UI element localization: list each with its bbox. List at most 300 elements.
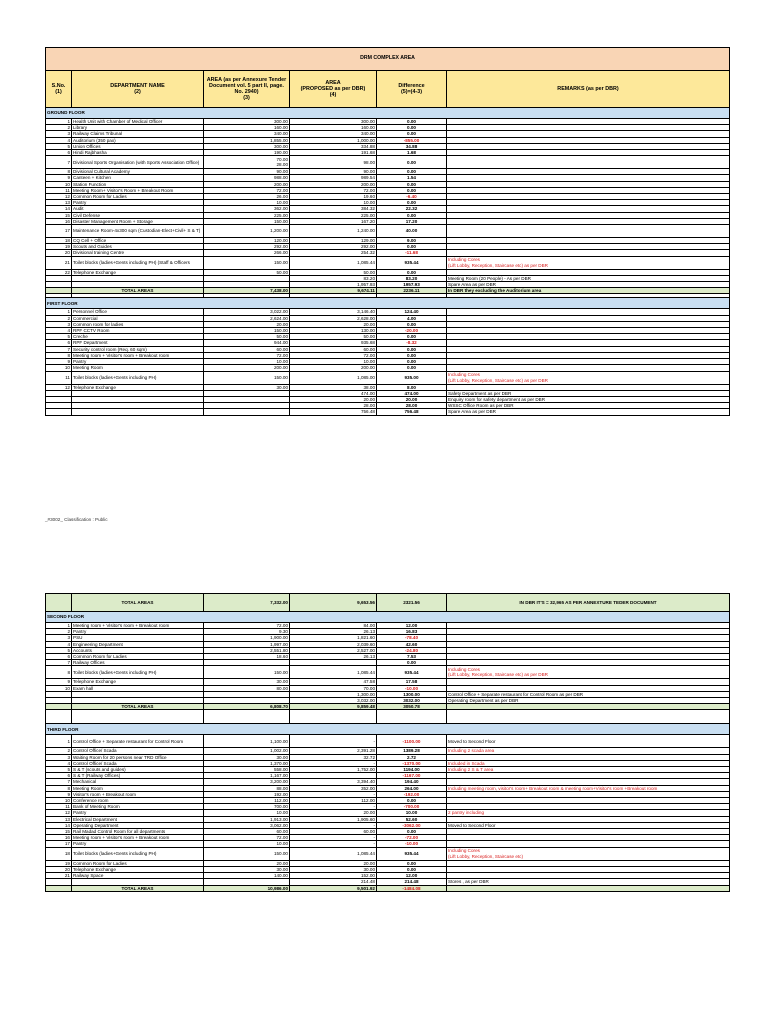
table-row [46, 666, 730, 679]
sno-cell: 19 [46, 860, 72, 866]
department-cell: Pantry [72, 200, 204, 206]
department-cell: Creche [72, 334, 204, 340]
total-difference: 2236.11 [377, 288, 447, 294]
area-proposed-cell: 989.54 [290, 175, 377, 181]
area-tender-cell [204, 409, 290, 415]
difference-cell: 28.00 [377, 403, 447, 409]
difference-cell: -1100.00 [377, 735, 447, 748]
area-proposed-cell: 30.00 [290, 866, 377, 872]
table-row [46, 256, 730, 269]
sno-cell: 7 [46, 156, 72, 169]
sno-cell: 18 [46, 238, 72, 244]
difference-cell: 0.00 [377, 346, 447, 352]
difference-cell: 10.00 [377, 810, 447, 816]
area-tender-cell: 10.00 [204, 841, 290, 847]
difference-cell: 0.00 [377, 352, 447, 358]
sno-cell: 11 [46, 804, 72, 810]
area-tender-cell: 2,551.80 [204, 647, 290, 653]
difference-cell: 42.60 [377, 641, 447, 647]
area-tender-cell: 30.00 [204, 754, 290, 760]
area-proposed-cell: 60.00 [290, 346, 377, 352]
difference-cell: 1.68 [377, 150, 447, 156]
department-cell: Pantry [72, 359, 204, 365]
difference-cell: 83.20 [377, 275, 447, 281]
sno-cell: 8 [46, 666, 72, 679]
area-proposed-cell: 129.00 [290, 238, 377, 244]
department-cell: Divisional Sports Organisation (with Sports Association Office) [72, 156, 204, 169]
department-cell: Engineering Department [72, 641, 204, 647]
area-proposed-cell: 50.00 [290, 269, 377, 275]
sno-cell: 3 [46, 321, 72, 327]
area-tender-cell: 26.00 [204, 194, 290, 200]
department-cell: Meeting room + Visitor's room + Breakout room [72, 352, 204, 358]
difference-cell: 0.00 [377, 131, 447, 137]
department-cell: Commercial [72, 315, 204, 321]
area-tender-cell: 90.00 [204, 169, 290, 175]
sno-cell: 9 [46, 791, 72, 797]
sno-cell: 6 [46, 773, 72, 779]
department-cell: Personnel Office [72, 309, 204, 315]
department-cell: Exam hall [72, 685, 204, 691]
area-proposed-cell: 83.20 [290, 275, 377, 281]
area-proposed-cell: - [290, 804, 377, 810]
total-area-tender: 7,332.00 [204, 594, 290, 612]
difference-cell: 1194.00 [377, 767, 447, 773]
sno-cell: 8 [46, 785, 72, 791]
total-area-proposed: 9,859.48 [290, 704, 377, 710]
area-proposed-cell: 160.00 [290, 125, 377, 131]
difference-cell: 0.00 [377, 860, 447, 866]
difference-cell: -72.00 [377, 835, 447, 841]
sno-cell: 5 [46, 143, 72, 149]
department-cell: Health Unit with Chamber of Medical Officer [72, 119, 204, 125]
sno-cell: 4 [46, 328, 72, 334]
area-proposed-cell: 50.00 [290, 334, 377, 340]
area-proposed-cell: 84.00 [290, 623, 377, 629]
area-proposed-cell: 10.00 [290, 200, 377, 206]
area-tender-cell: 60.00 [204, 346, 290, 352]
sno-cell: 6 [46, 340, 72, 346]
remarks-cell: Including Cores (Lift Lobby, Reception, Staircase etc) as per DBR [447, 666, 730, 679]
floor-label: FIRST FLOOR [46, 298, 730, 309]
difference-cell: 52.60 [377, 816, 447, 822]
page-2-table [45, 593, 729, 892]
difference-cell: 12.00 [377, 873, 447, 879]
difference-cell: -78.40 [377, 635, 447, 641]
area-proposed-cell: 20.00 [290, 860, 377, 866]
area-tender-cell: 3,062.00 [204, 822, 290, 828]
area-proposed-cell: - [290, 735, 377, 748]
difference-cell: 935.00 [377, 371, 447, 384]
department-cell: Electrical Department [72, 816, 204, 822]
sno-cell: 21 [46, 256, 72, 269]
department-cell: Pantry [72, 629, 204, 635]
department-cell: Telephone Exchange [72, 269, 204, 275]
sno-cell: 5 [46, 334, 72, 340]
department-cell: Divisional Cultural Academy [72, 169, 204, 175]
area-tender-cell: 72.00 [204, 352, 290, 358]
department-cell: CQ Cell + Office [72, 238, 204, 244]
department-cell: Control Office/ Scada [72, 760, 204, 766]
sno-cell: 5 [46, 767, 72, 773]
floor-header-row [46, 298, 730, 309]
sno-cell: 3 [46, 754, 72, 760]
area-tender-cell: 72.00 [204, 835, 290, 841]
department-cell: RPF CCTV Room [72, 328, 204, 334]
remarks-cell: Including meeting room, visitor's room+ Breakout room & meeting room+Visitor's room +Breakout room [447, 785, 730, 791]
area-proposed-cell: 2,039.60 [290, 641, 377, 647]
department-cell: Visitor's room + Breakout room [72, 791, 204, 797]
sno-cell: 12 [46, 194, 72, 200]
department-cell: Meeting Room [72, 365, 204, 371]
area-tender-cell: 50.00 [204, 269, 290, 275]
total-area-tender: 6,808.70 [204, 704, 290, 710]
sno-cell: 16 [46, 835, 72, 841]
area-tender-cell: 150.00 [204, 256, 290, 269]
department-cell: Bank of Meeting Room [72, 804, 204, 810]
area-tender-cell: 700.00 [204, 804, 290, 810]
sno-cell: 9 [46, 679, 72, 685]
difference-cell: 935.44 [377, 847, 447, 860]
table-row [46, 847, 730, 860]
header-remarks: REMARKS (as per DBR) [447, 71, 730, 108]
remarks-cell: Spare Area as per DBR [447, 409, 730, 415]
difference-cell: 0.00 [377, 321, 447, 327]
difference-cell: -192.00 [377, 791, 447, 797]
sno-cell: 8 [46, 169, 72, 175]
spacer-cell [72, 710, 204, 724]
department-cell: PSU [72, 635, 204, 641]
area-tender-cell: 1,100.00 [204, 735, 290, 748]
sno-cell: 7 [46, 346, 72, 352]
area-proposed-cell: 2,391.28 [290, 748, 377, 754]
area-proposed-cell: 130.00 [290, 328, 377, 334]
department-cell: Civil Defense [72, 212, 204, 218]
sno-cell: 1 [46, 309, 72, 315]
area-tender-cell: 60.00 [204, 829, 290, 835]
area-proposed-cell: 10.00 [290, 359, 377, 365]
area-proposed-cell: 292.00 [290, 244, 377, 250]
department-cell: Railway Claims Tribunal [72, 131, 204, 137]
difference-cell: 4.00 [377, 315, 447, 321]
difference-cell: 124.40 [377, 309, 447, 315]
remarks-cell: Stores , as per DBR [447, 879, 730, 885]
department-cell: Common Room for Ladies [72, 860, 204, 866]
difference-cell: 17.20 [377, 218, 447, 224]
area-tender-cell: 150.00 [204, 666, 290, 679]
sno-cell: 15 [46, 212, 72, 218]
difference-cell: -8.32 [377, 340, 447, 346]
area-proposed-cell: 1,957.93 [290, 282, 377, 288]
sno-cell: 15 [46, 829, 72, 835]
difference-cell: -11.68 [377, 250, 447, 256]
department-cell: Maintenance Room-4x300 sqm (Custodian-Elect+Civil+ S & T) [72, 225, 204, 238]
area-tender-cell: 9.30 [204, 629, 290, 635]
area-tender-cell: 20.00 [204, 321, 290, 327]
sno-cell: 10 [46, 798, 72, 804]
area-tender-cell: 30.00 [204, 679, 290, 685]
area-tender-cell: 10.00 [204, 200, 290, 206]
difference-cell: -10.00 [377, 685, 447, 691]
header-area-proposed: AREA (PROPOSED as per DBR) (4) [290, 71, 377, 108]
total-remarks: IN DBR IT'S = 32,965 AS PER ANNEXTURE TEDER DOCUMENT [447, 594, 730, 612]
area-proposed-cell: 214.48 [290, 879, 377, 885]
area-tender-cell: 1,900.00 [204, 635, 290, 641]
area-proposed-cell: 1,000.00 [290, 137, 377, 143]
area-proposed-cell: 20.00 [290, 396, 377, 402]
department-cell: Rail Madad Control Room for all departments [72, 829, 204, 835]
area-tender-cell: 292.00 [204, 244, 290, 250]
difference-cell: 17.58 [377, 679, 447, 685]
total-difference: 2321.56 [377, 594, 447, 612]
department-cell: Common room for ladies [72, 321, 204, 327]
department-cell: Canteen + Kitchen [72, 175, 204, 181]
table-title-row [46, 48, 730, 71]
area-tender-cell: 88.00 [204, 785, 290, 791]
sno-cell: 10 [46, 685, 72, 691]
department-cell: Conference room [72, 798, 204, 804]
area-proposed-cell: 2,527.00 [290, 647, 377, 653]
difference-cell: 214.48 [377, 879, 447, 885]
remarks-cell: Operating Department as per DBR [447, 698, 730, 704]
department-cell: Pantry [72, 841, 204, 847]
remarks-cell: Included in Scada [447, 760, 730, 766]
difference-cell: 0.00 [377, 181, 447, 187]
area-tender-cell: 160.00 [204, 125, 290, 131]
department-cell: Common Room for Ladies [72, 194, 204, 200]
difference-cell: -1370.00 [377, 760, 447, 766]
area-proposed-cell: 1,300.00 [290, 691, 377, 697]
area-tender-cell: 150.00 [204, 328, 290, 334]
department-cell: Control Office/ Scada [72, 748, 204, 754]
remarks-cell: Spare Area as per DBR [447, 282, 730, 288]
sno-cell: 14 [46, 206, 72, 212]
sno-cell: 3 [46, 131, 72, 137]
area-proposed-cell: 3,146.40 [290, 309, 377, 315]
department-cell: Common Room for Ladies [72, 654, 204, 660]
department-cell: Telephone Exchange [72, 679, 204, 685]
department-cell: Audit [72, 206, 204, 212]
area-tender-cell: 80.00 [204, 685, 290, 691]
department-cell: Telephone Exchange [72, 866, 204, 872]
area-tender-cell: 190.00 [204, 150, 290, 156]
area-tender-cell: 72.00 [204, 187, 290, 193]
sno-cell: 2 [46, 629, 72, 635]
area-proposed-cell: 1,821.60 [290, 635, 377, 641]
area-tender-cell: 20.00 [204, 860, 290, 866]
header-difference: Difference (5)=(4-3) [377, 71, 447, 108]
department-cell: Library [72, 125, 204, 131]
department-cell: Railway Space [72, 873, 204, 879]
difference-cell: -700.00 [377, 804, 447, 810]
difference-cell: -24.80 [377, 647, 447, 653]
area-tender-cell: 140.00 [204, 873, 290, 879]
area-tender-cell: 340.00 [204, 131, 290, 137]
department-cell: Auditorium (350 pax) [72, 137, 204, 143]
sno-cell: 10 [46, 365, 72, 371]
area-proposed-cell: 167.20 [290, 218, 377, 224]
area-tender-cell: 2,624.00 [204, 315, 290, 321]
sno-cell: 12 [46, 810, 72, 816]
department-cell: Railway Offices [72, 660, 204, 666]
area-proposed-cell: - [290, 791, 377, 797]
department-cell: Toilet blocks (ladies+Gents including PH) [72, 847, 204, 860]
area-tender-cell: 70.00 28.00 [204, 156, 290, 169]
sno-cell: 4 [46, 137, 72, 143]
area-tender-cell: 50.00 [204, 334, 290, 340]
department-cell: Union Offices [72, 143, 204, 149]
area-proposed-cell: 1,085.44 [290, 666, 377, 679]
sno-cell [46, 409, 72, 415]
sno-cell: 7 [46, 660, 72, 666]
area-proposed-cell: 60.00 [290, 829, 377, 835]
department-cell: RPF Department [72, 340, 204, 346]
department-cell: Meeting room + Visitor's room + Breakout room [72, 835, 204, 841]
department-cell: Divisional training Centre [72, 250, 204, 256]
sno-cell [46, 594, 72, 612]
department-cell: Toilet blocks (ladies+Gents including PH) [72, 666, 204, 679]
area-proposed-cell: 26.13 [290, 654, 377, 660]
department-cell: Waiting Room for 20 persons near TRD Office [72, 754, 204, 760]
area-tender-cell: 30.00 [204, 866, 290, 872]
difference-cell: 1389.28 [377, 748, 447, 754]
area-proposed-cell: 98.00 [290, 156, 377, 169]
sno-cell: 17 [46, 225, 72, 238]
department-cell: Pantry [72, 810, 204, 816]
difference-cell: -3062.00 [377, 822, 447, 828]
remarks-cell: Including 2 S & T area [447, 767, 730, 773]
department-cell: Security control room (Req. 60 sqm) [72, 346, 204, 352]
remarks-cell: 2 pantry including [447, 810, 730, 816]
total-label: TOTAL AREAS [72, 704, 204, 710]
area-proposed-cell: 225.00 [290, 212, 377, 218]
difference-cell: 0.00 [377, 156, 447, 169]
table-row [46, 371, 730, 384]
sno-cell: 4 [46, 641, 72, 647]
area-tender-cell: 225.00 [204, 212, 290, 218]
sno-cell: 1 [46, 735, 72, 748]
area-tender-cell: 1,370.00 [204, 760, 290, 766]
area-proposed-cell: 3,032.00 [290, 698, 377, 704]
area-proposed-cell: 32.72 [290, 754, 377, 760]
area-proposed-cell: 1,240.00 [290, 225, 377, 238]
area-proposed-cell: 191.68 [290, 150, 377, 156]
area-tender-cell: 558.00 [204, 767, 290, 773]
difference-cell: 474.00 [377, 390, 447, 396]
area-proposed-cell: - [290, 835, 377, 841]
difference-cell: 0.00 [377, 125, 447, 131]
difference-cell: 9.00 [377, 238, 447, 244]
area-tender-cell: 3,200.00 [204, 779, 290, 785]
header-department: DEPARTMENT NAME (2) [72, 71, 204, 108]
total-area-tender: 7,438.00 [204, 288, 290, 294]
difference-cell: 40.00 [377, 225, 447, 238]
sno-cell: 13 [46, 200, 72, 206]
remarks-cell: Control Office + Separate restaurant for Control Room as per DBR [447, 691, 730, 697]
difference-cell: 0.00 [377, 359, 447, 365]
difference-cell: 8.00 [377, 384, 447, 390]
table-title: DRM COMPLEX AREA [46, 48, 730, 71]
area-tender-cell: 1,997.00 [204, 641, 290, 647]
difference-cell: 1957.93 [377, 282, 447, 288]
difference-cell: 194.40 [377, 779, 447, 785]
sno-cell: 20 [46, 866, 72, 872]
sno-cell: 17 [46, 841, 72, 847]
spacer-cell [377, 710, 447, 724]
difference-cell: 12.00 [377, 623, 447, 629]
total-remarks: In DBR they excluding the Auditorium area [447, 288, 730, 294]
area-proposed-cell: 1,752.00 [290, 767, 377, 773]
remarks-cell: WSSC Office Room as per DBR [447, 403, 730, 409]
area-tender-cell: 3,022.00 [204, 309, 290, 315]
remarks-cell: Including 2 scada area [447, 748, 730, 754]
area-proposed-cell: 300.00 [290, 119, 377, 125]
page-1-table [45, 47, 729, 416]
sno-cell: 8 [46, 352, 72, 358]
difference-cell: 0.00 [377, 660, 447, 666]
area-tender-cell: 120.00 [204, 238, 290, 244]
sno-cell [46, 885, 72, 891]
sno-cell: 6 [46, 150, 72, 156]
remarks-cell: Moved to Second Floor [447, 735, 730, 748]
sno-cell: 19 [46, 244, 72, 250]
floor-label: THIRD FLOOR [46, 724, 730, 735]
department-cell: Accounts [72, 647, 204, 653]
sno-cell: 1 [46, 119, 72, 125]
area-proposed-cell: 1,905.60 [290, 816, 377, 822]
floor-label: GROUND FLOOR [46, 108, 730, 119]
total-row [46, 594, 730, 612]
difference-cell: 0.00 [377, 244, 447, 250]
area-tender-cell: 150.00 [204, 371, 290, 384]
area-proposed-cell: 72.00 [290, 352, 377, 358]
area-proposed-cell: 935.68 [290, 340, 377, 346]
total-area-tender: 10,986.00 [204, 885, 290, 891]
area-proposed-cell: 20.00 [290, 321, 377, 327]
department-cell: Disaster Management Room + Storage [72, 218, 204, 224]
department-cell: Toilet blocks (ladies+Gents including PH) (Staff & Officers [72, 256, 204, 269]
difference-cell: 0.00 [377, 187, 447, 193]
difference-cell: 935.44 [377, 666, 447, 679]
sno-cell: 9 [46, 175, 72, 181]
area-tender-cell: 112.00 [204, 798, 290, 804]
area-tender-cell: 150.00 [204, 847, 290, 860]
area-proposed-cell: 19.60 [290, 194, 377, 200]
sno-cell: 21 [46, 873, 72, 879]
sno-cell: 9 [46, 359, 72, 365]
sno-cell: 2 [46, 748, 72, 754]
difference-cell: -20.00 [377, 328, 447, 334]
area-tender-cell: 10.00 [204, 810, 290, 816]
column-header-row [46, 71, 730, 108]
area-proposed-cell: - [290, 841, 377, 847]
area-proposed-cell: 26.13 [290, 629, 377, 635]
area-proposed-cell: 384.32 [290, 206, 377, 212]
floor-header-row [46, 724, 730, 735]
area-proposed-cell: 254.32 [290, 250, 377, 256]
spacer-cell [447, 710, 730, 724]
difference-cell: 0.00 [377, 212, 447, 218]
sno-cell: 11 [46, 371, 72, 384]
table-row [46, 409, 730, 415]
difference-cell: 7.53 [377, 654, 447, 660]
difference-cell: 0.00 [377, 200, 447, 206]
difference-cell: -10.00 [377, 841, 447, 847]
area-tender-cell: 1,200.00 [204, 225, 290, 238]
total-remarks [447, 885, 730, 891]
area-tender-cell: 72.00 [204, 623, 290, 629]
area-proposed-cell: - [290, 760, 377, 766]
